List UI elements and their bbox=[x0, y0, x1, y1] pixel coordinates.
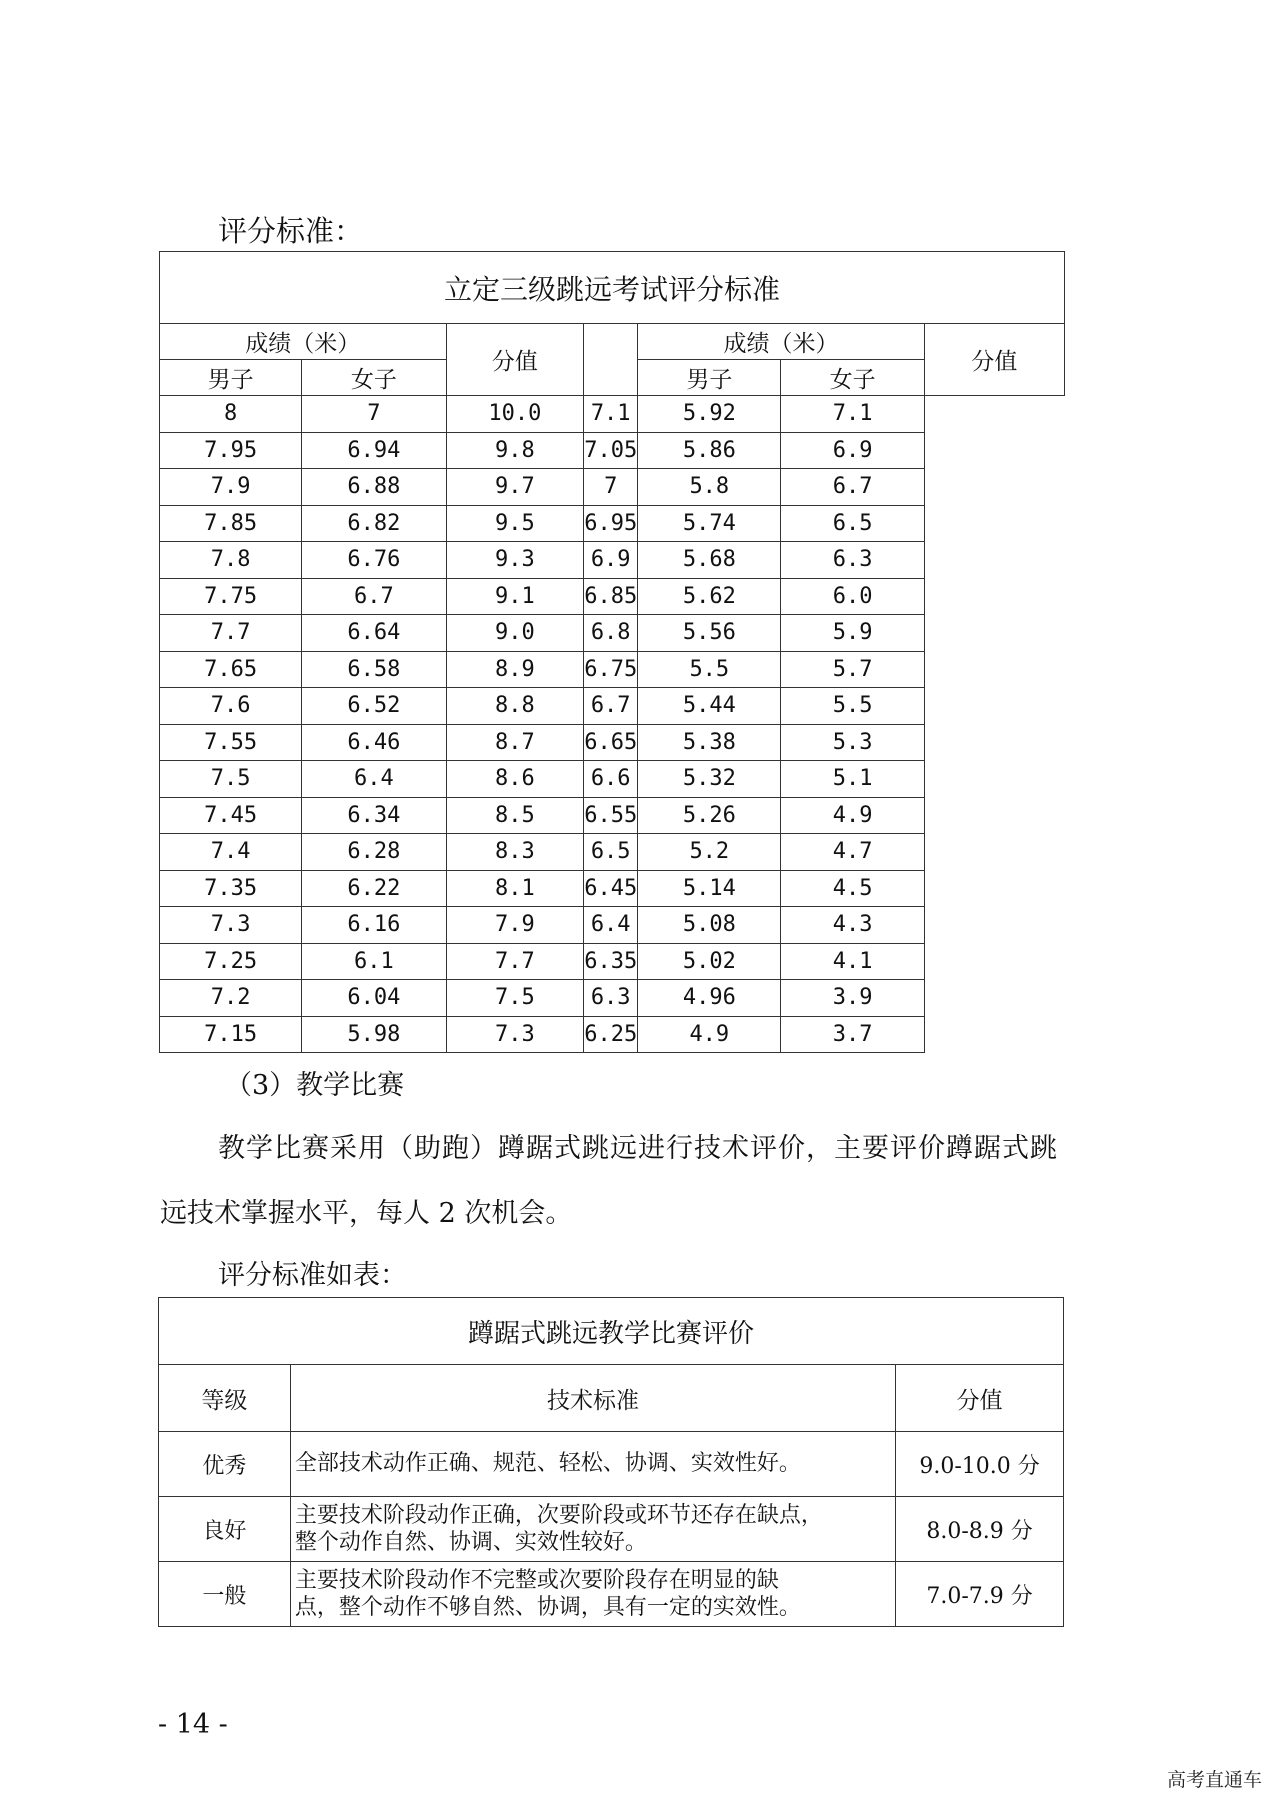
cell-female-left: 6.52 bbox=[302, 688, 446, 725]
cell-female-right: 5.26 bbox=[638, 797, 781, 834]
cell-female-right: 5.86 bbox=[638, 432, 781, 469]
level-cell: 良好 bbox=[159, 1497, 291, 1562]
table-title: 立定三级跳远考试评分标准 bbox=[160, 252, 1065, 324]
cell-score-right: 6.0 bbox=[781, 578, 924, 615]
cell-score-left: 9.5 bbox=[446, 505, 584, 542]
cell-female-left: 6.28 bbox=[302, 834, 446, 871]
cell-male-left: 7.35 bbox=[160, 870, 302, 907]
watermark: 高考直通车 bbox=[1166, 1769, 1262, 1791]
cell-male-right: 6.9 bbox=[584, 542, 638, 579]
cell-male-left: 7.75 bbox=[160, 578, 302, 615]
table-row bbox=[160, 578, 1065, 615]
cell-male-right: 6.4 bbox=[584, 907, 638, 944]
cell-male-right: 6.75 bbox=[584, 651, 638, 688]
cell-male-right: 6.95 bbox=[584, 505, 638, 542]
cell-female-left: 6.22 bbox=[302, 870, 446, 907]
cell-score-right: 5.7 bbox=[781, 651, 924, 688]
cell-score-right: 5.9 bbox=[781, 615, 924, 652]
cell-score-left: 7.7 bbox=[446, 943, 584, 980]
header-male-left: 男子 bbox=[160, 360, 302, 396]
cell-male-right: 6.5 bbox=[584, 834, 638, 871]
cell-score-left: 7.5 bbox=[446, 980, 584, 1017]
standard-line: 点，整个动作不够自然、协调，具有一定的实效性。 bbox=[294, 1595, 801, 1620]
header-group-right: 成绩（米） bbox=[638, 324, 925, 360]
table-row bbox=[159, 1562, 1064, 1627]
header-female-left: 女子 bbox=[302, 360, 446, 396]
cell-female-right: 5.74 bbox=[638, 505, 781, 542]
paragraph-line-2: 远技术掌握水平，每人 2 次机会。 bbox=[160, 1198, 573, 1229]
table-row bbox=[160, 615, 1065, 652]
cell-score-left: 9.0 bbox=[446, 615, 584, 652]
cell-female-left: 6.34 bbox=[302, 797, 446, 834]
cell-score-right: 6.3 bbox=[781, 542, 924, 579]
cell-male-left: 7.5 bbox=[160, 761, 302, 798]
cell-male-right: 6.7 bbox=[584, 688, 638, 725]
cell-female-right: 4.96 bbox=[638, 980, 781, 1017]
table-intro: 评分标准如表： bbox=[218, 1260, 407, 1291]
cell-female-left: 6.94 bbox=[302, 432, 446, 469]
cell-score-right: 4.3 bbox=[781, 907, 924, 944]
cell-female-left: 6.88 bbox=[302, 469, 446, 506]
cell-score-left: 8.8 bbox=[446, 688, 584, 725]
cell-male-right: 7 bbox=[584, 469, 638, 506]
table-row bbox=[160, 834, 1065, 871]
table-row bbox=[160, 505, 1065, 542]
cell-female-left: 6.82 bbox=[302, 505, 446, 542]
cell-score-left: 7.3 bbox=[446, 1016, 584, 1053]
score-cell: 8.0-8.9 分 bbox=[896, 1497, 1064, 1562]
cell-score-left: 7.9 bbox=[446, 907, 584, 944]
cell-female-left: 6.64 bbox=[302, 615, 446, 652]
cell-male-left: 7.15 bbox=[160, 1016, 302, 1053]
table-row bbox=[160, 542, 1065, 579]
cell-score-right: 6.5 bbox=[781, 505, 924, 542]
standard-cell bbox=[290, 1432, 895, 1497]
cell-score-left: 8.9 bbox=[446, 651, 584, 688]
cell-male-left: 7.45 bbox=[160, 797, 302, 834]
table-row bbox=[160, 432, 1065, 469]
cell-male-right: 6.55 bbox=[584, 797, 638, 834]
cell-score-left: 9.1 bbox=[446, 578, 584, 615]
table-row bbox=[159, 1497, 1064, 1562]
cell-female-left: 6.58 bbox=[302, 651, 446, 688]
cell-female-left: 6.16 bbox=[302, 907, 446, 944]
cell-male-left: 7.55 bbox=[160, 724, 302, 761]
header-female-right: 女子 bbox=[781, 360, 924, 396]
column-divider bbox=[584, 324, 638, 396]
standard-line: 全部技术动作正确、规范、轻松、协调、实效性好。 bbox=[294, 1451, 801, 1477]
cell-score-right: 4.5 bbox=[781, 870, 924, 907]
section-3-heading: （3）教学比赛 bbox=[225, 1070, 405, 1101]
table-row bbox=[160, 870, 1065, 907]
cell-score-right: 4.1 bbox=[781, 943, 924, 980]
cell-score-left: 9.8 bbox=[446, 432, 584, 469]
cell-score-right: 6.7 bbox=[781, 469, 924, 506]
cell-score-right: 5.1 bbox=[781, 761, 924, 798]
header-level: 等级 bbox=[159, 1365, 291, 1432]
cell-female-right: 5.38 bbox=[638, 724, 781, 761]
cell-female-left: 6.4 bbox=[302, 761, 446, 798]
paragraph-line-1: 教学比赛采用（助跑）蹲踞式跳远进行技术评价，主要评价蹲踞式跳 bbox=[218, 1133, 1058, 1164]
cell-female-left: 5.98 bbox=[302, 1016, 446, 1053]
cell-female-right: 5.62 bbox=[638, 578, 781, 615]
cell-male-right: 6.6 bbox=[584, 761, 638, 798]
cell-score-left: 10.0 bbox=[446, 396, 584, 433]
cell-male-left: 7.65 bbox=[160, 651, 302, 688]
cell-female-left: 6.46 bbox=[302, 724, 446, 761]
cell-male-left: 8 bbox=[160, 396, 302, 433]
header-score-right: 分值 bbox=[924, 324, 1064, 396]
header-standard: 技术标准 bbox=[290, 1365, 895, 1432]
section-label: 评分标准： bbox=[218, 214, 364, 248]
standard-cell bbox=[290, 1497, 895, 1562]
cell-female-right: 5.44 bbox=[638, 688, 781, 725]
table-row bbox=[160, 907, 1065, 944]
cell-female-left: 6.04 bbox=[302, 980, 446, 1017]
cell-female-right: 5.08 bbox=[638, 907, 781, 944]
table-row bbox=[160, 396, 1065, 433]
cell-female-right: 5.02 bbox=[638, 943, 781, 980]
table-row bbox=[160, 980, 1065, 1017]
table-row bbox=[160, 1016, 1065, 1053]
cell-female-left: 7 bbox=[302, 396, 446, 433]
table-row bbox=[160, 761, 1065, 798]
cell-male-right: 6.8 bbox=[584, 615, 638, 652]
cell-score-right: 4.7 bbox=[781, 834, 924, 871]
cell-male-right: 6.65 bbox=[584, 724, 638, 761]
cell-male-left: 7.6 bbox=[160, 688, 302, 725]
standard-line: 整个动作自然、协调、实效性较好。 bbox=[294, 1530, 647, 1555]
cell-female-left: 6.7 bbox=[302, 578, 446, 615]
cell-score-left: 8.1 bbox=[446, 870, 584, 907]
cell-score-right: 3.7 bbox=[781, 1016, 924, 1053]
cell-female-right: 5.14 bbox=[638, 870, 781, 907]
cell-score-right: 6.9 bbox=[781, 432, 924, 469]
cell-male-left: 7.4 bbox=[160, 834, 302, 871]
table-row bbox=[160, 797, 1065, 834]
cell-male-left: 7.8 bbox=[160, 542, 302, 579]
cell-female-right: 5.68 bbox=[638, 542, 781, 579]
cell-score-left: 9.7 bbox=[446, 469, 584, 506]
cell-female-left: 6.1 bbox=[302, 943, 446, 980]
cell-male-right: 6.35 bbox=[584, 943, 638, 980]
score-cell: 7.0-7.9 分 bbox=[896, 1562, 1064, 1627]
cell-score-left: 9.3 bbox=[446, 542, 584, 579]
header-score: 分值 bbox=[896, 1365, 1064, 1432]
cell-male-left: 7.7 bbox=[160, 615, 302, 652]
level-cell: 一般 bbox=[159, 1562, 291, 1627]
score-cell: 9.0-10.0 分 bbox=[896, 1432, 1064, 1497]
standard-line: 主要技术阶段动作正确，次要阶段或环节还存在缺点， bbox=[294, 1502, 823, 1528]
cell-score-left: 8.7 bbox=[446, 724, 584, 761]
cell-score-right: 3.9 bbox=[781, 980, 924, 1017]
page-number: - 14 - bbox=[158, 1709, 228, 1740]
cell-score-left: 8.3 bbox=[446, 834, 584, 871]
cell-female-right: 5.8 bbox=[638, 469, 781, 506]
cell-female-left: 6.76 bbox=[302, 542, 446, 579]
competition-evaluation-table bbox=[158, 1297, 1064, 1627]
cell-score-right: 5.3 bbox=[781, 724, 924, 761]
cell-score-right: 7.1 bbox=[781, 396, 924, 433]
cell-male-right: 6.85 bbox=[584, 578, 638, 615]
cell-male-left: 7.25 bbox=[160, 943, 302, 980]
header-group-left: 成绩（米） bbox=[160, 324, 447, 360]
header-male-right: 男子 bbox=[638, 360, 781, 396]
cell-male-left: 7.9 bbox=[160, 469, 302, 506]
cell-male-left: 7.2 bbox=[160, 980, 302, 1017]
table-row bbox=[160, 724, 1065, 761]
cell-male-right: 6.3 bbox=[584, 980, 638, 1017]
table-title-2: 蹲踞式跳远教学比赛评价 bbox=[159, 1298, 1064, 1365]
cell-female-right: 4.9 bbox=[638, 1016, 781, 1053]
table-row bbox=[160, 469, 1065, 506]
cell-female-right: 5.5 bbox=[638, 651, 781, 688]
cell-score-left: 8.6 bbox=[446, 761, 584, 798]
level-cell: 优秀 bbox=[159, 1432, 291, 1497]
cell-score-right: 4.9 bbox=[781, 797, 924, 834]
cell-male-right: 6.25 bbox=[584, 1016, 638, 1053]
cell-female-right: 5.56 bbox=[638, 615, 781, 652]
cell-male-left: 7.3 bbox=[160, 907, 302, 944]
cell-male-left: 7.95 bbox=[160, 432, 302, 469]
header-score-left: 分值 bbox=[446, 324, 584, 396]
cell-male-left: 7.85 bbox=[160, 505, 302, 542]
cell-female-right: 5.92 bbox=[638, 396, 781, 433]
table-row bbox=[160, 943, 1065, 980]
cell-score-right: 5.5 bbox=[781, 688, 924, 725]
standard-cell bbox=[290, 1562, 895, 1627]
table-row bbox=[160, 688, 1065, 725]
cell-male-right: 6.45 bbox=[584, 870, 638, 907]
cell-male-right: 7.05 bbox=[584, 432, 638, 469]
table-row bbox=[159, 1432, 1064, 1497]
cell-female-right: 5.32 bbox=[638, 761, 781, 798]
long-jump-score-table bbox=[159, 251, 1065, 1053]
standard-line: 主要技术阶段动作不完整或次要阶段存在明显的缺 bbox=[294, 1567, 779, 1593]
cell-male-right: 7.1 bbox=[584, 396, 638, 433]
table-row bbox=[160, 651, 1065, 688]
cell-score-left: 8.5 bbox=[446, 797, 584, 834]
cell-female-right: 5.2 bbox=[638, 834, 781, 871]
